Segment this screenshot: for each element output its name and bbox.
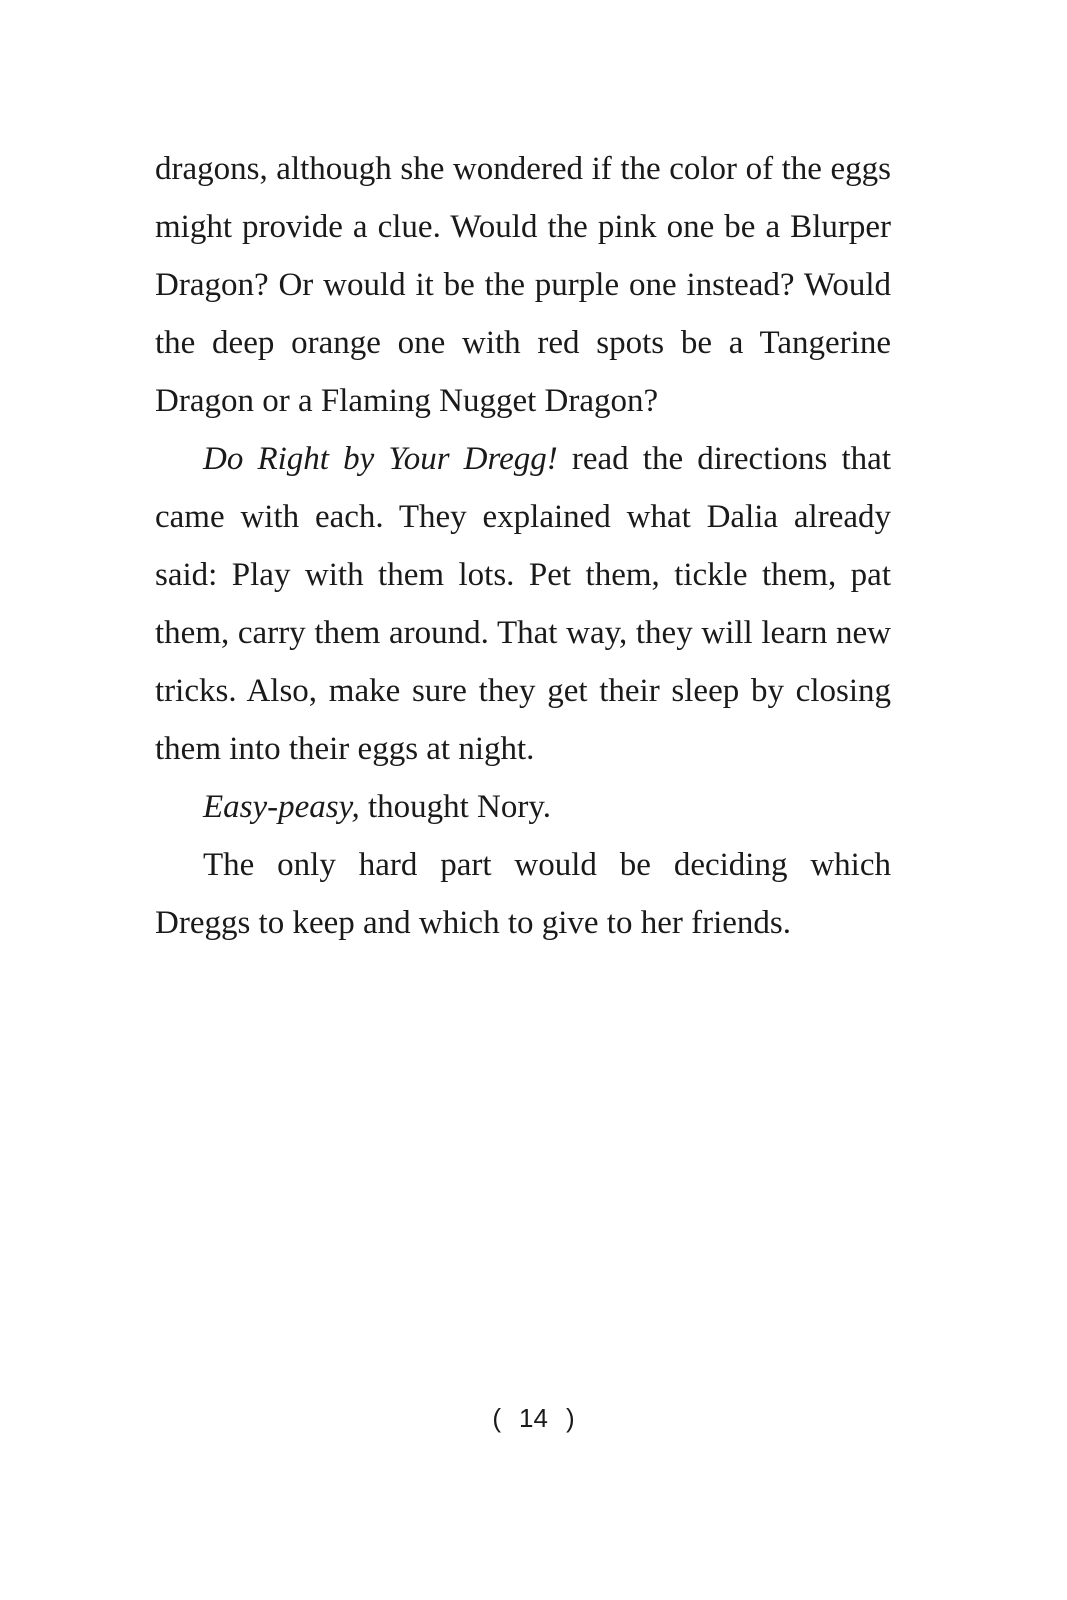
page-number-open-paren: ( — [492, 1403, 502, 1433]
paragraph-1-text: dragons, although she wondered if the color of the eggs might provide a clue. Would the pink one be a Blurper Dragon? Or would it be the purple one instead? Would the deep orange one with red spots be a Tangerine Dragon or a Flaming Nugget Dragon? — [155, 151, 891, 419]
paragraph-2-text: read the directions that came with each. They explained what Dalia already said: Play with them lots. Pet them, tickle them, pat them, carry them around. That way, they will learn new tricks. Also, make sure they get their sleep by closing them into their eggs at night. — [155, 441, 891, 767]
page-number-close-paren: ) — [565, 1403, 575, 1433]
paragraph-3-italic-thought: Easy-peasy, — [203, 789, 360, 825]
paragraph-3-text: thought Nory. — [359, 789, 551, 825]
paragraph-2-italic-title: Do Right by Your Dregg! — [203, 441, 558, 477]
paragraph-3 — [155, 778, 891, 836]
paragraph-4-text: The only hard part would be deciding which Dreggs to keep and which to give to her friends. — [155, 847, 891, 941]
paragraph-2 — [155, 430, 891, 778]
body-text — [155, 140, 891, 952]
paragraph-4 — [155, 836, 891, 952]
paragraph-1 — [155, 140, 891, 430]
page-number-value: 14 — [519, 1403, 548, 1433]
page-number — [0, 1398, 1067, 1438]
